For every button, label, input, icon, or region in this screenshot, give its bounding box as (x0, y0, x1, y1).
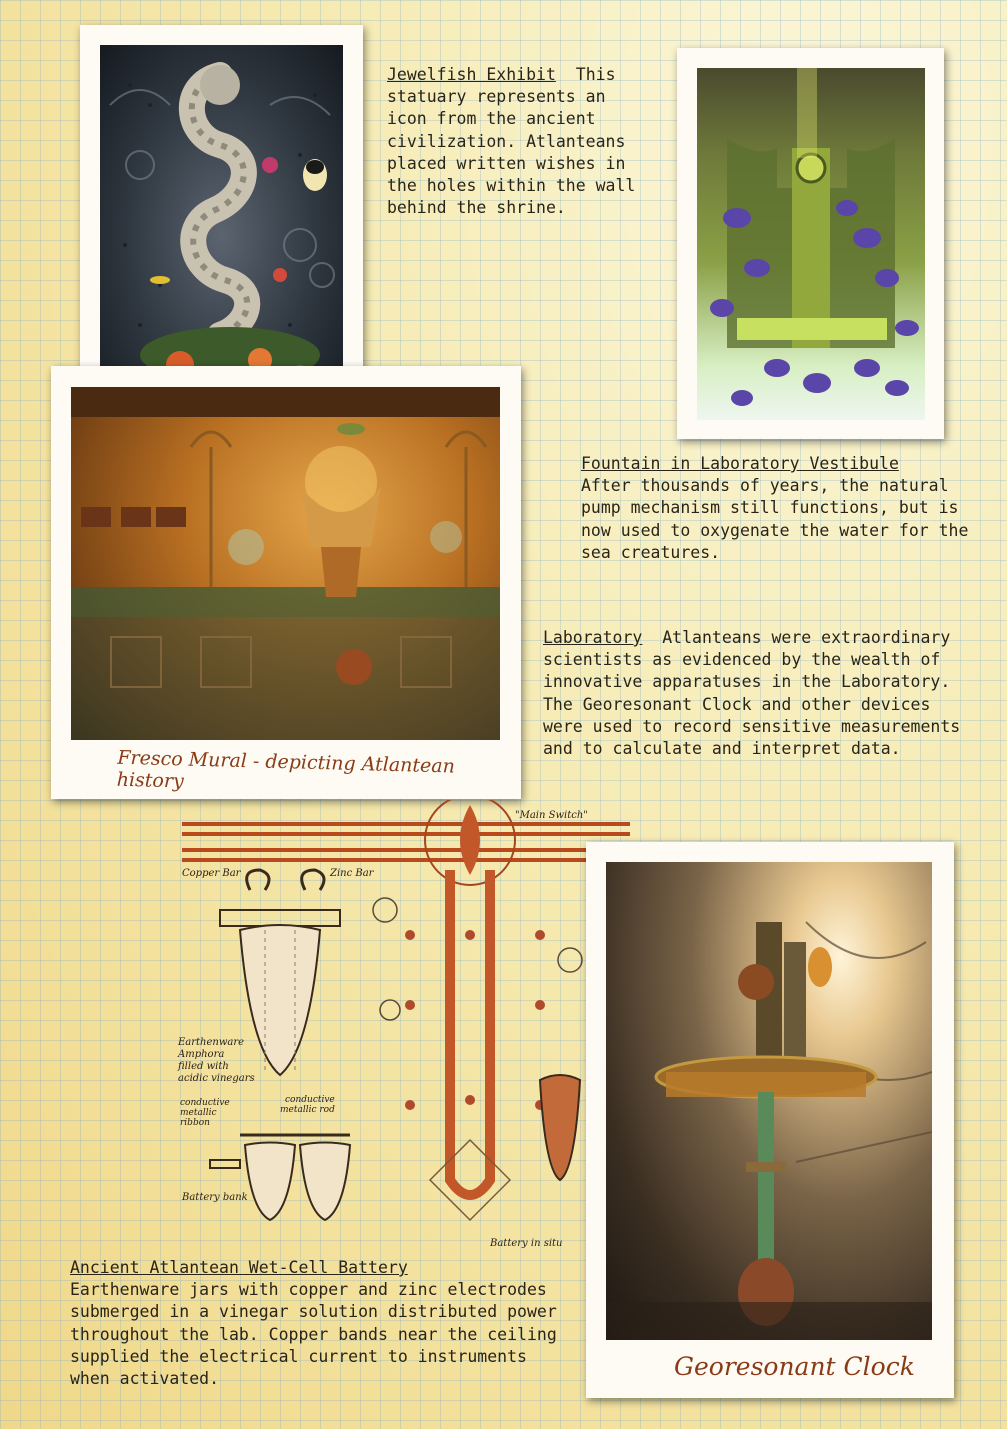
sketch-amphora-label-3: filled with (178, 1061, 229, 1072)
laboratory-caption-text: Atlanteans were extraordinary scientists as evidenced by the wealth of innovative apparatuses in the Laboratory. The Georesonant Clock and other devices were used to record sensitive measurements and to calculate and interpret data. (543, 628, 961, 759)
battery-sketch (160, 800, 640, 1255)
sketch-amphora-label-1: Earthenware (178, 1037, 245, 1048)
laboratory-caption-title: Laboratory (543, 628, 643, 647)
sketch-battery-bank-label: Battery bank (182, 1192, 248, 1203)
sketch-amphora-label-2: Amphora (178, 1049, 225, 1060)
sketch-amphora-label-4: acidic vinegars (178, 1073, 255, 1084)
sketch-battery-in-situ-label: Battery in situ (490, 1238, 563, 1249)
fountain-photo (677, 48, 944, 439)
sketch-ribbon-label-2: metallic (180, 1108, 217, 1118)
sketch-copper-bar-label: Copper Bar (182, 868, 241, 879)
laboratory-caption (543, 627, 963, 760)
sketch-rod-label-2: metallic rod (280, 1105, 335, 1115)
battery-caption-text: Earthenware jars with copper and zinc electrodes submerged in a vinegar solution distributed power throughout the lab. Copper bands near the ceiling supplied the electrical current to instruments when activated. (70, 1280, 557, 1389)
sketch-rod-label-1: conductive (285, 1095, 335, 1105)
fresco-mural-photo (51, 366, 521, 799)
fresco-mural-handwritten-caption: Fresco Mural - depicting Atlantean history (116, 746, 456, 793)
jewelfish-photo (80, 25, 363, 408)
jewelfish-caption-title: Jewelfish Exhibit (387, 65, 556, 84)
sketch-ribbon-label-3: ribbon (180, 1118, 210, 1128)
sketch-main-switch-label: "Main Switch" (515, 810, 588, 821)
battery-caption (70, 1257, 560, 1390)
jewelfish-caption (387, 64, 637, 219)
georesonant-clock-photo (586, 842, 954, 1398)
fountain-caption-title: Fountain in Laboratory Vestibule (581, 454, 899, 473)
battery-caption-title: Ancient Atlantean Wet-Cell Battery (70, 1258, 408, 1277)
fountain-caption-text: After thousands of years, the natural pump mechanism still functions, but is now used to oxygenate the water for the sea creatures. (581, 476, 969, 562)
sketch-ribbon-label-1: conductive (180, 1098, 230, 1108)
georesonant-clock-handwritten-caption: Georesonant Clock (674, 1352, 915, 1381)
jewelfish-caption-text: This statuary represents an icon from the ancient civilization. Atlanteans placed written wishes in the holes within the wall behind the shrine. (387, 65, 636, 218)
fountain-caption (581, 453, 981, 564)
sketch-zinc-bar-label: Zinc Bar (330, 868, 374, 879)
